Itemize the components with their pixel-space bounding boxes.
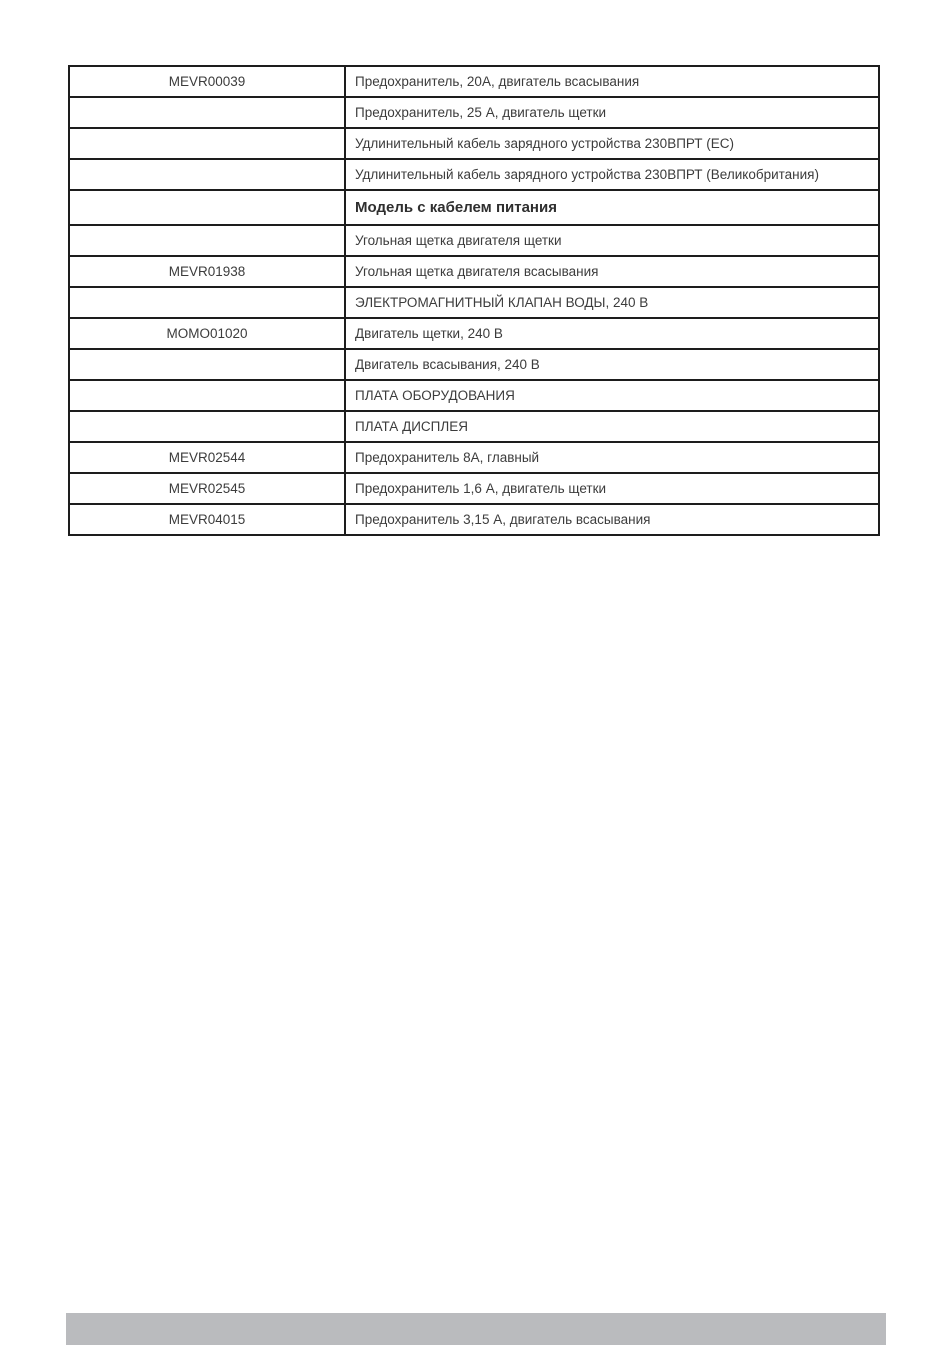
table-row	[69, 349, 879, 380]
part-code-cell	[69, 128, 345, 159]
table-row	[69, 66, 879, 97]
part-description-cell: Предохранитель 1,6 А, двигатель щетки	[345, 473, 879, 504]
part-description-cell: Удлинительный кабель зарядного устройства 230ВПРТ (Великобритания)	[345, 159, 879, 190]
part-code-cell	[69, 97, 345, 128]
part-description-cell: Угольная щетка двигателя щетки	[345, 225, 879, 256]
part-code-cell	[69, 190, 345, 225]
table-row	[69, 380, 879, 411]
part-description-cell: Удлинительный кабель зарядного устройства 230ВПРТ (ЕС)	[345, 128, 879, 159]
part-code-cell	[69, 349, 345, 380]
table-row	[69, 411, 879, 442]
table-row	[69, 442, 879, 473]
part-code-cell: MEVR02544	[69, 442, 345, 473]
part-description-cell: Угольная щетка двигателя всасывания	[345, 256, 879, 287]
part-code-cell	[69, 411, 345, 442]
part-code-cell: MEVR01938	[69, 256, 345, 287]
part-code-cell: MEVR00039	[69, 66, 345, 97]
table-row	[69, 159, 879, 190]
part-description-cell: Двигатель всасывания, 240 В	[345, 349, 879, 380]
part-code-cell	[69, 225, 345, 256]
part-description-cell: Модель с кабелем питания	[345, 190, 879, 225]
table-row	[69, 287, 879, 318]
table-row	[69, 318, 879, 349]
table-row	[69, 190, 879, 225]
part-code-cell: MEVR02545	[69, 473, 345, 504]
part-description-cell: ПЛАТА ДИСПЛЕЯ	[345, 411, 879, 442]
parts-table-body	[69, 66, 879, 535]
parts-table	[68, 65, 880, 536]
table-row	[69, 97, 879, 128]
table-row	[69, 256, 879, 287]
table-row	[69, 504, 879, 535]
part-code-cell	[69, 287, 345, 318]
table-row	[69, 473, 879, 504]
part-description-cell: Предохранитель 3,15 А, двигатель всасывания	[345, 504, 879, 535]
part-code-cell	[69, 159, 345, 190]
part-description-cell: Предохранитель 8А, главный	[345, 442, 879, 473]
part-code-cell: MEVR04015	[69, 504, 345, 535]
table-row	[69, 128, 879, 159]
table-row	[69, 225, 879, 256]
part-code-cell: MOMO01020	[69, 318, 345, 349]
part-description-cell: Двигатель щетки, 240 В	[345, 318, 879, 349]
part-code-cell	[69, 380, 345, 411]
part-description-cell: ПЛАТА ОБОРУДОВАНИЯ	[345, 380, 879, 411]
part-description-cell: ЭЛЕКТРОМАГНИТНЫЙ КЛАПАН ВОДЫ, 240 В	[345, 287, 879, 318]
part-description-cell: Предохранитель, 20А, двигатель всасывания	[345, 66, 879, 97]
footer-bar	[66, 1313, 886, 1345]
part-description-cell: Предохранитель, 25 А, двигатель щетки	[345, 97, 879, 128]
